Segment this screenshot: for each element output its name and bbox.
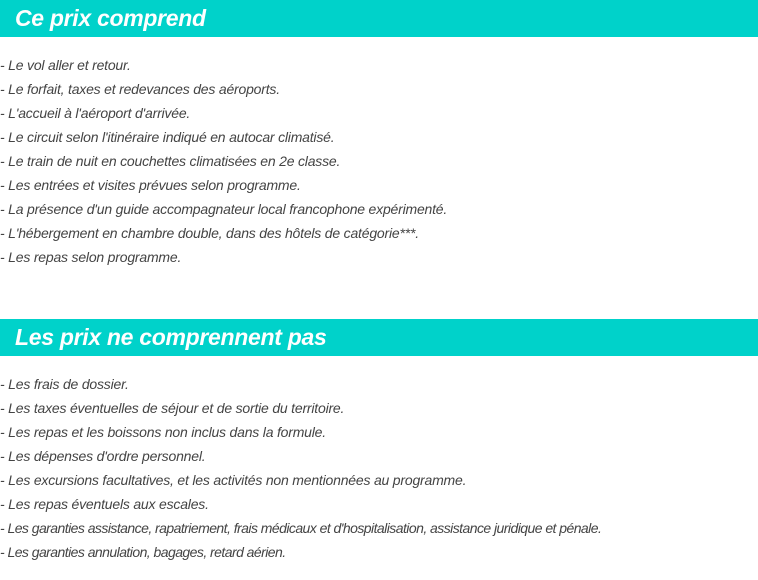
included-item: - L'accueil à l'aéroport d'arrivée. [0, 105, 191, 121]
excluded-item: - Les repas et les boissons non inclus dans la formule. [0, 424, 326, 440]
included-item: - L'hébergement en chambre double, dans des hôtels de catégorie***. [0, 225, 419, 241]
included-item: - Les repas selon programme. [0, 249, 182, 265]
included-list [0, 53, 447, 269]
included-item: - La présence d'un guide accompagnateur local francophone expérimenté. [0, 201, 448, 217]
section-header-included [0, 0, 758, 37]
excluded-item: - Les taxes éventuelles de séjour et de sortie du territoire. [0, 400, 345, 416]
included-item: - Le circuit selon l'itinéraire indiqué en autocar climatisé. [0, 129, 335, 145]
excluded-item: - Les garanties annulation, bagages, retard aérien. [0, 544, 286, 560]
section-header-excluded [0, 319, 758, 356]
excluded-item: - Les repas éventuels aux escales. [0, 496, 209, 512]
included-item: - Le forfait, taxes et redevances des aéroports. [0, 81, 280, 97]
excluded-item: - Les dépenses d'ordre personnel. [0, 448, 206, 464]
excluded-item: - Les excursions facultatives, et les activités non mentionnées au programme. [0, 472, 467, 488]
section-title-excluded: Les prix ne comprennent pas [15, 324, 327, 350]
section-title-included: Ce prix comprend [15, 5, 206, 31]
excluded-item: - Les garanties assistance, rapatriement, frais médicaux et d'hospitalisation, assistance juridique et pénale. [0, 520, 602, 536]
included-item: - Le train de nuit en couchettes climatisées en 2e classe. [0, 153, 341, 169]
excluded-item: - Les frais de dossier. [0, 376, 129, 392]
excluded-list [0, 372, 601, 564]
included-item: - Les entrées et visites prévues selon programme. [0, 177, 301, 193]
included-item: - Le vol aller et retour. [0, 57, 131, 73]
